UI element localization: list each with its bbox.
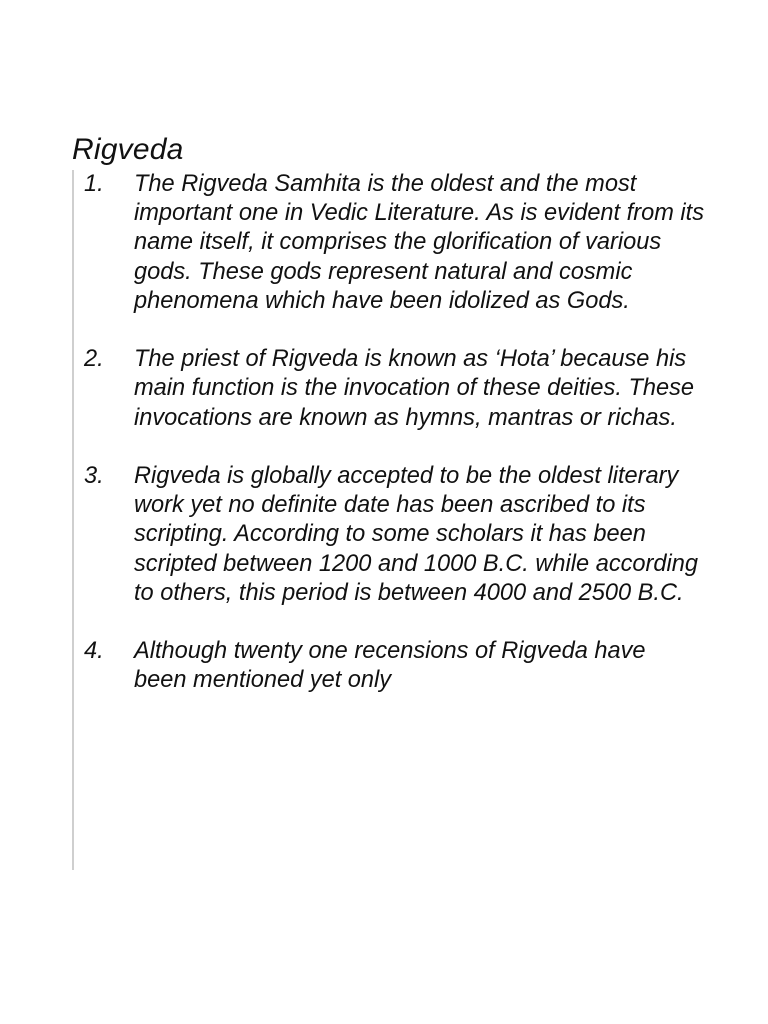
page-title: Rigveda bbox=[72, 133, 184, 166]
list-item bbox=[84, 170, 704, 316]
list-item-number: 4. bbox=[84, 638, 104, 665]
list-item bbox=[84, 462, 704, 608]
list-item bbox=[84, 637, 704, 695]
list-item-text: The Rigveda Samhita is the oldest and the most important one in Vedic Literature. As is evident from its name itself, it comprises the glorification of various gods. These gods represent natural and cosmic phenomena which have been idolized as Gods. bbox=[134, 171, 705, 314]
list-item-number: 2. bbox=[84, 346, 104, 373]
list-item-number: 3. bbox=[84, 463, 104, 489]
list-item-text: Rigveda is globally accepted to be the oldest literary work yet no definite date has been ascribed to its scripting. According to some scholars it has been scripted between 1200 and 1000 B.C. while according to others, this period is between 4000 and 2500 B.C. bbox=[134, 463, 698, 606]
content-block bbox=[72, 170, 712, 870]
list-item bbox=[84, 345, 704, 433]
list-item-text: Although twenty one recensions of Rigveda have been mentioned yet only bbox=[134, 638, 646, 694]
list-item-text: The priest of Rigveda is known as ‘Hota’ because his main function is the invocation of these deities. These invocations are known as hymns, mantras or richas. bbox=[134, 346, 695, 431]
numbered-list bbox=[84, 170, 704, 725]
list-item-number: 1. bbox=[84, 171, 104, 197]
